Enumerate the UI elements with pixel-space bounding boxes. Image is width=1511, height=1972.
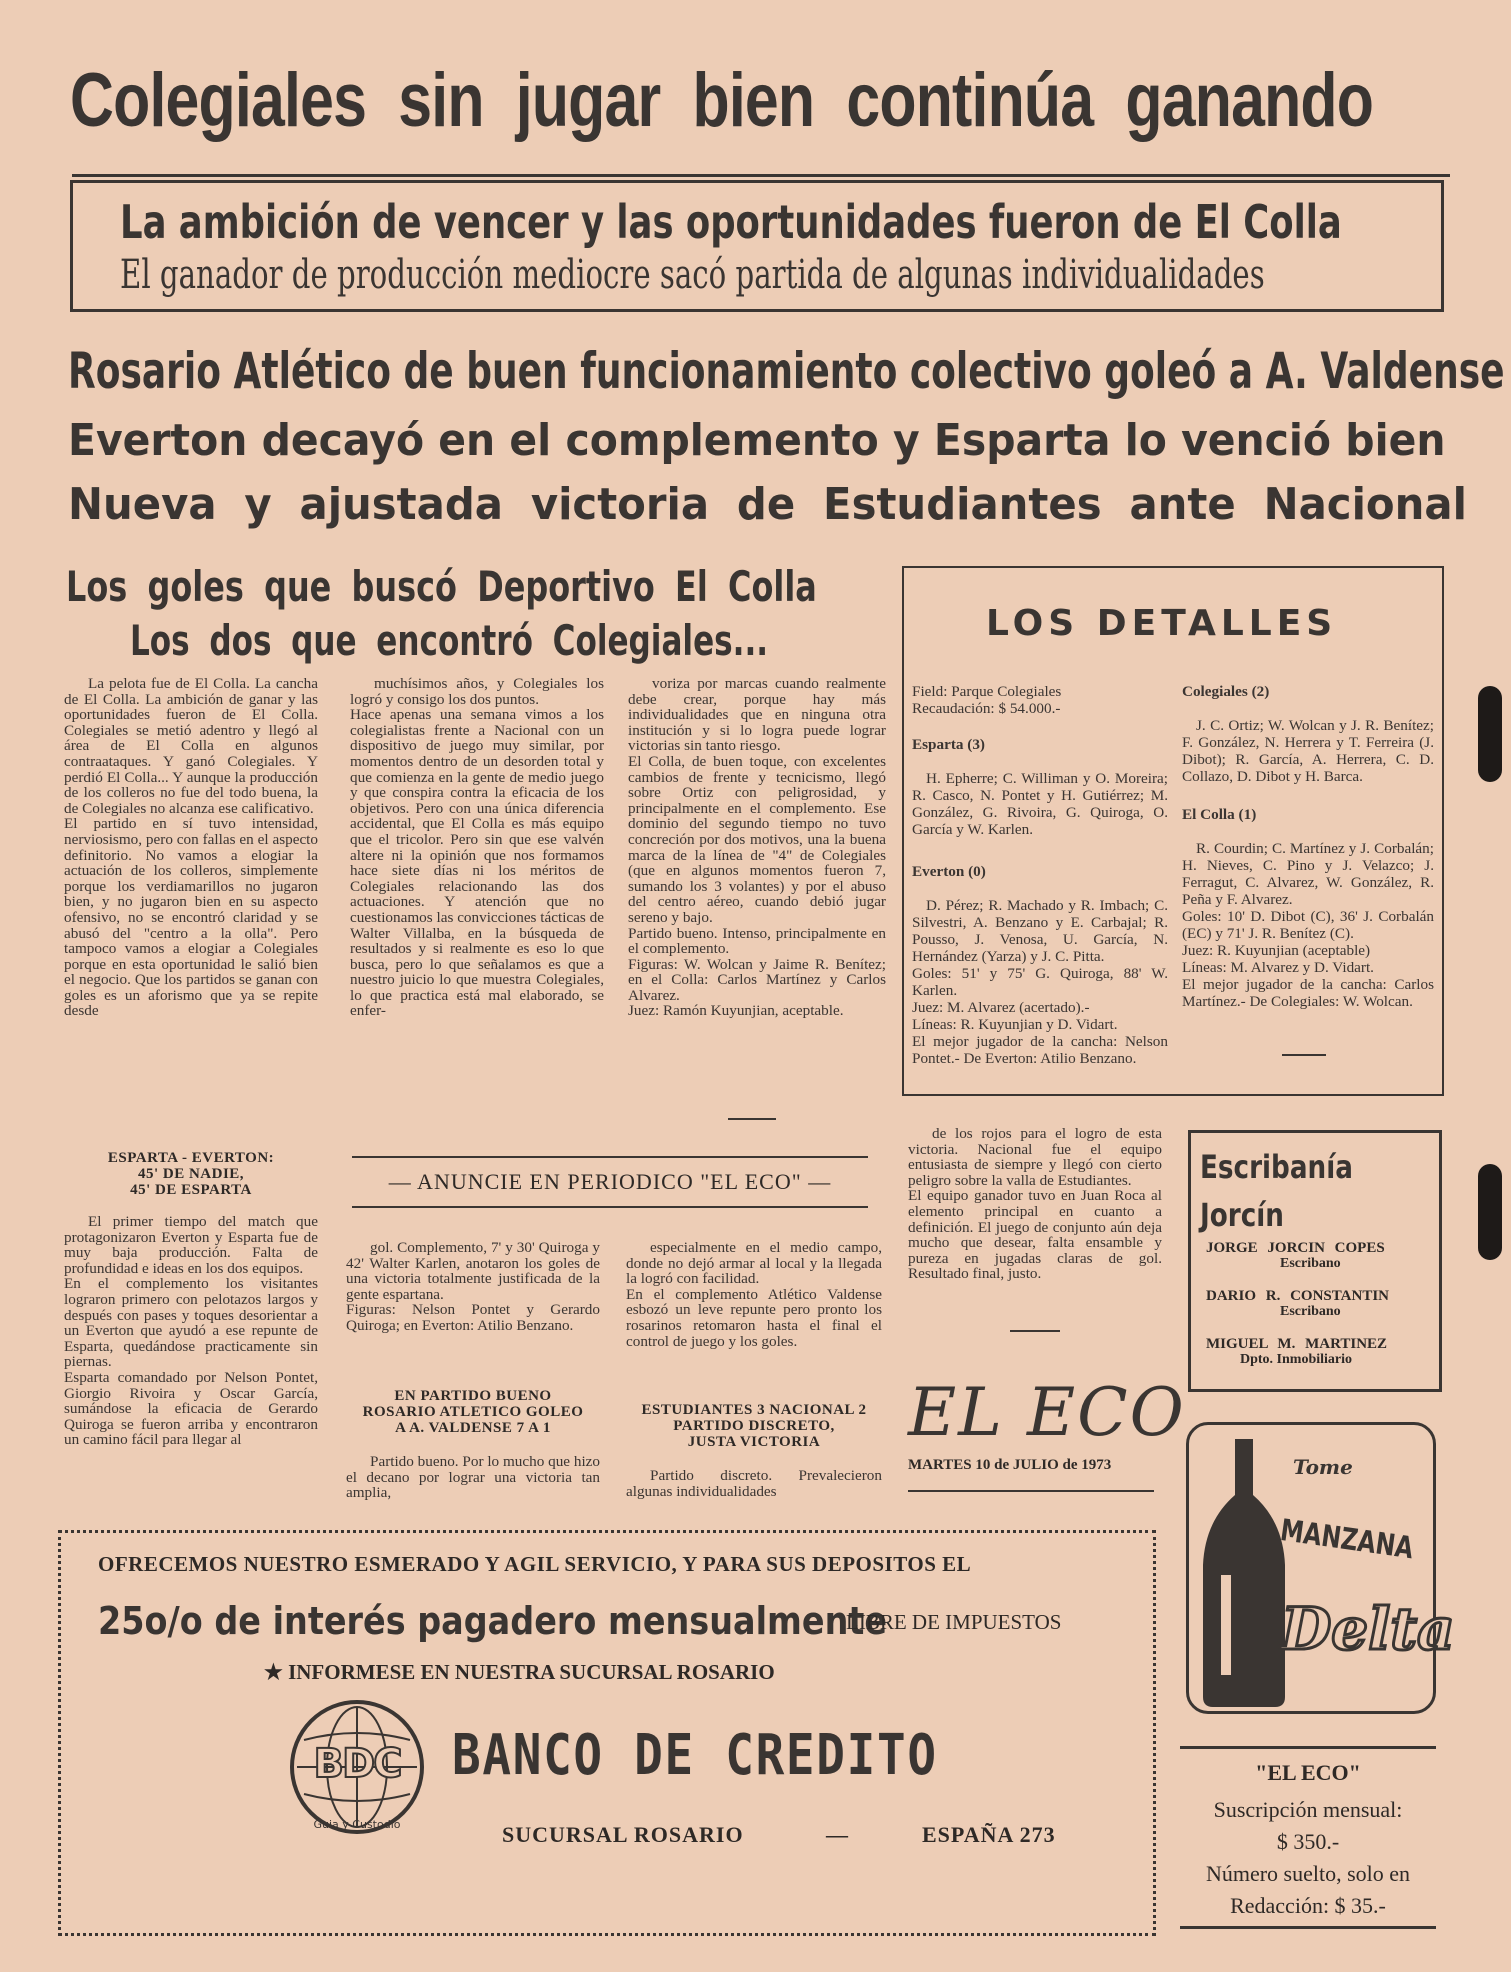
bank-tax-free: LIBRE DE IMPUESTOS <box>846 1610 1062 1634</box>
escribania-title-2: Jorcín <box>1200 1196 1284 1234</box>
subscription-monthly: Suscripción mensual: <box>1213 1797 1403 1822</box>
escribania-title-1: Escribanía <box>1200 1148 1353 1186</box>
column-text: La pelota fue de El Colla. La cancha de El Colla. La ambición de ganar y las oportunidades fueron de El Colla. Colegiales se metió adentro y llegó al área de El Colla en algunos contraataques. Y ganó Colegiales. Y perdió El Colla... Y aunque la producción de los colleros no fue del todo buena, la de Colegiales no alcanza ese calificativo. El partido en sí tuvo intensidad, nerviosismo, pero con fallas en el aspecto definitorio. No vamos a elogiar la actuación de los colleros, simplemente porque los verdiamarillos no jugaron bien, y no jugaron bien en su aspecto ofensivo, no se encontró claridad y se abusó del "centro a la olla". Pero tampoco vamos a elogiar a Colegiales porque en esta oportunidad le salió bien el negocio. Que los partidos se ganan con goles es un aforismo que ya se repite desde <box>64 675 318 1020</box>
column-text: gol. Complemento, 7' y 30' Quiroga y 42' Walter Karlen, anotaron los goles de una victoria totalmente justificada de la gente espartana. Figuras: Nelson Pontet y Gerardo Quiroga; en Everton: Atilio Benzano. <box>346 1239 600 1334</box>
box-headline-2: El ganador de producción mediocre sacó partida de algunas individualidades <box>120 252 1265 298</box>
column-text: El primer tiempo del match que protagonizaron Everton y Esparta fue de muy baja producción. Falta de profundidad e ideas en los dos equipos. En el complemento los visitantes lograron primero con pelotazos largos y después con pases y toques desorientar a un Everton que ayudó a ese repunte de Esparta, quedándose practicamente sin piernas. Esparta comandado por Nelson Pontet, Giorgio Rivoira y Oscar García, sumándose la eficacia de Gerardo Quiroga se fueron arriba y encontraron un camino fácil para llegar al <box>64 1213 318 1449</box>
drink-name: MANZANA <box>1278 1513 1416 1567</box>
subscription-title: "EL ECO" <box>1255 1760 1361 1785</box>
date-rule <box>908 1490 1154 1492</box>
article-column-1 <box>64 676 318 1019</box>
escribano-name-3: MIGUEL M. MARTINEZ <box>1206 1336 1388 1352</box>
bank-branch: SUCURSAL ROSARIO <box>502 1822 744 1847</box>
bank-address: ESPAÑA 273 <box>922 1822 1056 1847</box>
column-text: especialmente en el medio campo, donde no dejó armar al local y la llegada la logró con facilidad. En el complemento Atlético Valdense esbozó un leve repunte pero pronto los rosarinos retomaron hasta el final el control de juego y los goles. <box>626 1239 882 1350</box>
details-team-esparta: Esparta (3) <box>912 736 985 753</box>
lower-column-4 <box>908 1126 1162 1282</box>
details-end-rule <box>1282 1054 1326 1056</box>
headline-everton: Everton decayó en el complemento y Esparta lo venció bien <box>68 415 1446 466</box>
subhead-esparta-everton: ESPARTA - EVERTON: 45' DE NADIE, 45' DE ESPARTA <box>107 1150 275 1198</box>
details-title: LOS DETALLES <box>986 603 1338 644</box>
escribano-role-1: Escribano <box>1280 1256 1341 1271</box>
main-headline: Colegiales sin jugar bien continúa ganando <box>70 58 1374 143</box>
binder-hole-mark <box>1478 1164 1502 1260</box>
details-lineup-colla: R. Courdin; C. Martínez y J. Corbalán; H. Nieves, C. Pino y J. Velazco; J. Ferragut, C. Alvarez, W. González, R. Peña y F. Alvarez. Goles: 10' D. Dibot (C), 36' J. Corbalán (EC) y 71' J. R. Benítez (C). Juez: R. Kuyunjian (aceptable) Líneas: M. Alvarez y D. Vidart. El mejor jugador de la cancha: Carlos Martínez.- De Colegiales: W. Wolcan. <box>1182 840 1434 1010</box>
binder-hole-mark <box>1478 686 1502 782</box>
bank-name: BANCO DE CREDITO <box>452 1723 938 1788</box>
escribano-role-3: Dpto. Inmobiliario <box>1240 1352 1353 1367</box>
lower-column-2 <box>346 1240 600 1334</box>
column-text: voriza por marcas cuando realmente debe crear, porque hay más individualidades que en ninguna otra institución y si lo logra puede lograr victorias sin tanto riesgo. El Colla, de buen toque, con excelentes cambios de frente y tecnicismo, llegó sobre Ortiz con peligrosidad, y principalmente en el complemento. Ese dominio del segundo tiempo no tuvo concreción por dos motivos, una la buena marca de la línea de "4" de Colegiales (que en algunos momentos fueron 7, sumando los 3 volantes) y por el abuso del centro aéreo, cuando debió jugar sereno y bajo. Partido bueno. Intenso, principalmente en el complemento. Figuras: W. Wolcan y Jaime R. Benítez; en el Colla: Carlos Martínez y Carlos Alvarez. Juez: Ramón Kuyunjian, aceptable. <box>628 675 886 1020</box>
bank-dash: — <box>826 1822 848 1847</box>
bank-inform-line: ★ INFORMESE EN NUESTRA SUCURSAL ROSARIO <box>264 1660 775 1684</box>
bank-logo-caption: Guia y Custodio <box>313 1818 401 1831</box>
subhead-estudiantes: ESTUDIANTES 3 NACIONAL 2 PARTIDO DISCRETO, JUSTA VICTORIA <box>641 1402 867 1450</box>
details-lineup-everton: D. Pérez; R. Machado y R. Imbach; C. Silvestri, A. Benzano y E. Carbajal; R. Pousso, J. Venosa, U. García, N. Hernández (Yarza) y J. C. Pitta. Goles: 51' y 75' G. Quiroga, 88' W. Karlen. Juez: M. Alvarez (acertado).- Líneas: R. Kuyunjian y D. Vidart. El mejor jugador de la cancha: Nelson Pontet.- De Everton: Atilio Benzano. <box>912 897 1168 1067</box>
article-column-3 <box>628 676 886 1019</box>
article-column-2 <box>350 676 604 1019</box>
column-text: muchísimos años, y Colegiales los logró y consigo los dos puntos. Hace apenas una semana vimos a los colegialistas frente a Nacional con un dispositivo de juego muy similar, por momentos dentro de un desorden total y que comienza en la gente de medio juego y que conspira contra la eficacia de los objetivos. Pero con una única diferencia accidental, que El Colla es más equipo que el tricolor. Pero sin que ese valvén altere ni la opinión que nos formamos hace siete días ni los méritos de Colegiales relacionando las dos actuaciones. Y atención que no cuestionamos las convicciones tácticas de Walter Villalba, en la búsqueda de resultados y si realmente es eso lo que busca, pero lo que señalamos es que a nuestro juicio lo que muestra Colegiales, lo que practica está mal elaborado, se enfer- <box>350 675 604 1020</box>
bank-logo <box>290 1700 424 1834</box>
details-right <box>1182 666 1434 1027</box>
column-text: de los rojos para el logro de esta victoria. Nacional fue el equipo entusiasta de siempre y llegó con cierto peligro sobre la valla de Estudiantes. El equipo ganador tuvo en Juan Roca al elemento principal en cuanto a definición. El juego de conjunto aún deja mucho que desear, falta ensamble y pureza en jugadas claras de gol. Resultado final, justo. <box>908 1125 1162 1283</box>
column-end-rule <box>728 1118 776 1120</box>
escribano-role-2: Escribano <box>1280 1304 1341 1319</box>
column-text: Partido bueno. Por lo mucho que hizo el decano por lograr una victoria tan amplia, <box>346 1453 600 1502</box>
details-team-colla: El Colla (1) <box>1182 806 1257 823</box>
headline-rosario: Rosario Atlético de buen funcionamiento colectivo goleó a A. Valdense <box>68 342 1505 400</box>
anuncie-banner: — ANUNCIE EN PERIODICO "EL ECO" — <box>388 1169 832 1194</box>
details-lineup-colegiales: J. C. Ortiz; W. Wolcan y J. R. Benítez; F. González, N. Herrera y T. Ferreira (J. Dibot); R. García, A. Herrera, C. D. Collazo, D. Dibot y H. Barca. <box>1182 717 1434 785</box>
column-text: Partido discreto. Prevalecieron algunas individualidades <box>626 1467 882 1500</box>
drink-ad <box>1186 1422 1455 1714</box>
subhead-rosario: EN PARTIDO BUENO ROSARIO ATLETICO GOLEO A A. VALDENSE 7 A 1 <box>362 1388 584 1436</box>
headline-estudiantes: Nueva y ajustada victoria de Estudiantes ante Nacional <box>68 479 1467 530</box>
details-lineup-esparta: H. Epherre; C. Williman y O. Moreira; R. Casco, N. Pontet y H. Gutiérrez; M. González, G. Rivoira, G. Quiroga, O. García y W. Karlen. <box>912 770 1168 838</box>
drink-brand-top: Tome <box>1293 1455 1353 1479</box>
escribano-name-2: DARIO R. CONSTANTIN <box>1206 1288 1389 1304</box>
bank-interest-line: 25o/o de interés pagadero mensualmente <box>98 1599 888 1643</box>
subscription-single: Número suelto, solo en <box>1205 1861 1411 1886</box>
details-team-everton: Everton (0) <box>912 863 986 880</box>
details-left <box>912 666 1168 1084</box>
lower-column-3-end <box>626 1468 882 1499</box>
masthead: EL ECO <box>908 1374 1186 1451</box>
subscription-rule-top <box>1180 1746 1436 1749</box>
lower-column-3 <box>626 1240 882 1349</box>
lower-column-1 <box>64 1214 318 1448</box>
details-team-colegiales: Colegiales (2) <box>1182 683 1270 700</box>
article-headline-1: Los goles que buscó Deportivo El Colla <box>66 562 817 611</box>
details-field: Field: Parque Colegiales Recaudación: $ 54.000.- <box>912 683 1062 717</box>
bank-offer-line: OFRECEMOS NUESTRO ESMERADO Y AGIL SERVICIO, Y PARA SUS DEPOSITOS EL <box>98 1552 972 1576</box>
lower-column-2-end <box>346 1454 600 1501</box>
escribano-name-1: JORGE JORCIN COPES <box>1206 1240 1385 1256</box>
drink-brand: Delta <box>1281 1595 1455 1663</box>
subscription-single-price: Redacción: $ 35.- <box>1230 1893 1386 1918</box>
box-headline-1: La ambición de vencer y las oportunidades fueron de El Colla <box>120 195 1342 249</box>
article-headline-2: Los dos que encontró Colegiales... <box>130 616 769 665</box>
subscription-rule-bottom <box>1180 1926 1436 1929</box>
bank-logo-letters: BDC <box>313 1741 401 1787</box>
anuncie-rule-top <box>352 1156 868 1158</box>
issue-date: MARTES 10 de JULIO de 1973 <box>908 1457 1112 1473</box>
subscription-monthly-price: $ 350.- <box>1276 1829 1340 1854</box>
column-4-end-rule <box>1010 1330 1060 1332</box>
anuncie-rule-bottom <box>352 1206 868 1208</box>
headline-rule <box>72 174 1450 177</box>
